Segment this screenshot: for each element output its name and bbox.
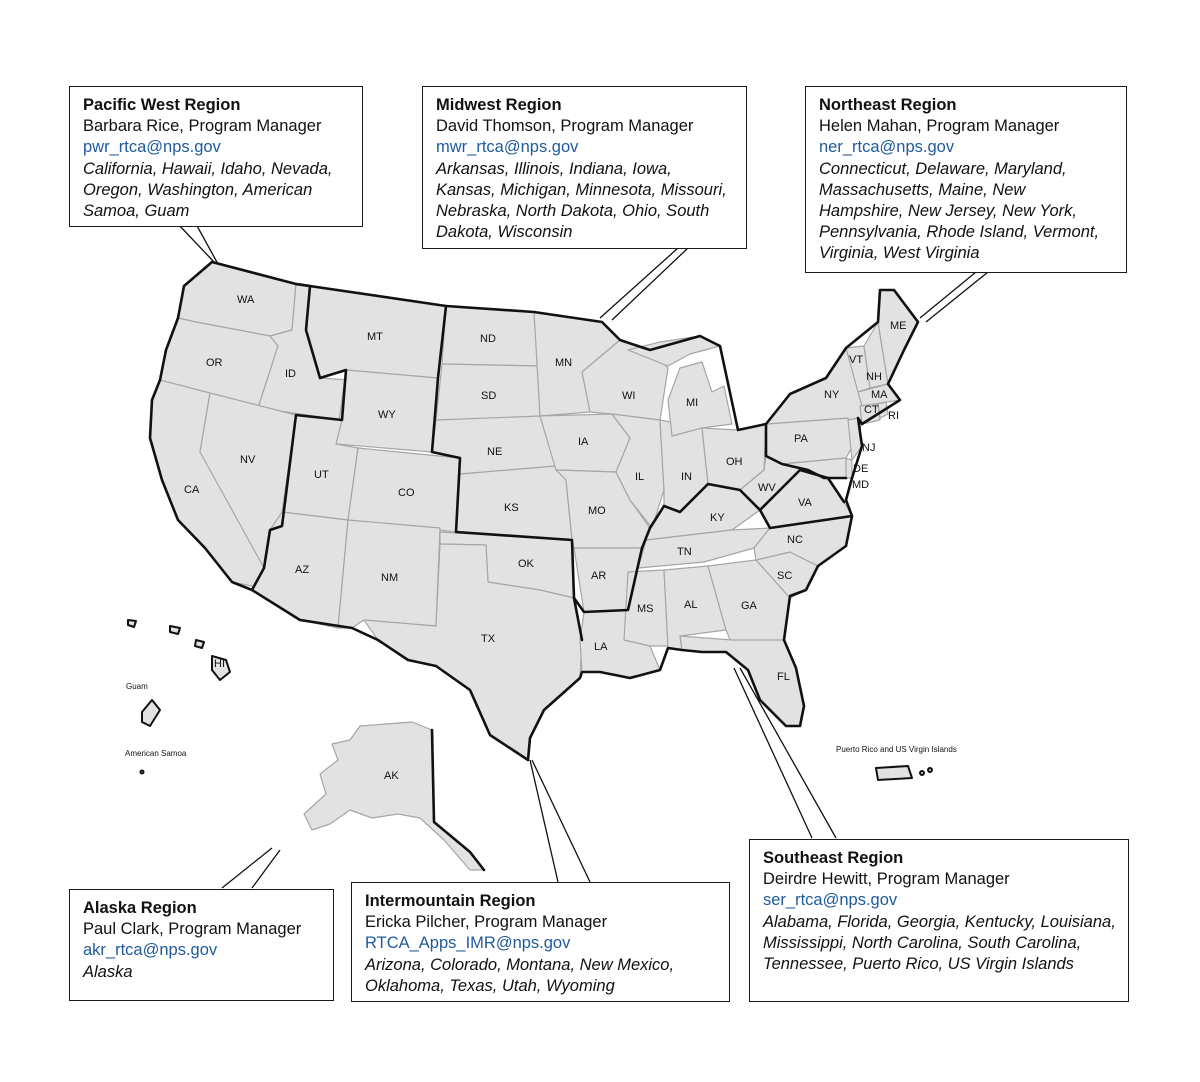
label-ma: MA <box>871 389 888 401</box>
label-mo: MO <box>588 505 606 517</box>
region-email-link[interactable]: RTCA_Apps_IMR@nps.gov <box>365 934 571 953</box>
label-mi: MI <box>686 397 699 409</box>
label-vt: VT <box>849 354 864 366</box>
label-fl: FL <box>777 671 790 683</box>
label-mn: MN <box>555 357 573 369</box>
state-pa <box>766 418 856 464</box>
label-oh: OH <box>726 456 743 468</box>
region-email-link[interactable]: ser_rtca@nps.gov <box>763 891 898 910</box>
region-states: Connecticut, Delaware, Maryland, Massachusetts, Maine, New Hampshire, New Jersey, New York, Pennsylvania, Rhode Island, Vermont, Virginia, West Virginia <box>819 159 1100 263</box>
label-nv: NV <box>240 454 256 466</box>
region-box-pacific-west <box>69 86 363 227</box>
label-sc: SC <box>777 570 793 582</box>
label-ny: NY <box>824 389 840 401</box>
label-ut: UT <box>314 469 329 481</box>
leader-northeast <box>920 272 988 322</box>
region-box-northeast <box>805 86 1127 273</box>
label-pa: PA <box>794 433 808 445</box>
label-az: AZ <box>295 564 310 576</box>
label-wi: WI <box>622 390 636 402</box>
label-nc: NC <box>787 534 803 546</box>
label-wv: WV <box>758 482 776 494</box>
label-tn: TN <box>677 546 692 558</box>
region-email-link[interactable]: pwr_rtca@nps.gov <box>83 138 221 157</box>
region-title: Southeast Region <box>763 849 904 867</box>
state-mi <box>668 362 732 436</box>
label-ak: AK <box>384 770 399 782</box>
region-box-alaska <box>69 889 334 1001</box>
guam-island <box>142 700 160 726</box>
label-ky: KY <box>710 512 725 524</box>
region-manager: Deirdre Hewitt, Program Manager <box>763 870 1010 889</box>
label-nj: NJ <box>862 442 876 454</box>
region-email-link[interactable]: mwr_rtca@nps.gov <box>436 138 579 157</box>
leader-pacific-west <box>178 224 218 264</box>
american-samoa-dot <box>141 771 144 774</box>
label-ri: RI <box>888 410 899 422</box>
label-ct: CT <box>864 404 879 416</box>
label-nm: NM <box>381 572 399 584</box>
label-sd: SD <box>481 390 497 402</box>
label-ar: AR <box>591 570 607 582</box>
label-ca: CA <box>184 484 200 496</box>
puerto-rico-island <box>876 766 912 780</box>
region-states: California, Hawaii, Idaho, Nevada, Oregon, Washington, American Samoa, Guam <box>83 159 333 221</box>
label-md: MD <box>852 479 870 491</box>
label-tx: TX <box>481 633 496 645</box>
region-title: Pacific West Region <box>83 96 241 114</box>
region-states: Arizona, Colorado, Montana, New Mexico, Oklahoma, Texas, Utah, Wyoming <box>365 955 675 995</box>
region-states: Alaska <box>83 962 133 981</box>
region-box-southeast <box>749 839 1129 1002</box>
label-il: IL <box>635 471 645 483</box>
region-box-midwest <box>422 86 747 249</box>
label-co: CO <box>398 487 415 499</box>
hawaii-maui <box>195 640 204 648</box>
label-hi: HI <box>214 658 225 670</box>
label-ms: MS <box>637 603 654 615</box>
region-states: Alabama, Florida, Georgia, Kentucky, Louisiana, Mississippi, North Carolina, South Carolina, Tennessee, Puerto Rico, US Virgin Islands <box>763 912 1116 974</box>
leader-intermountain <box>530 760 590 882</box>
label-id: ID <box>285 368 296 380</box>
label-wy: WY <box>378 409 396 421</box>
label-ks: KS <box>504 502 519 514</box>
label-ok: OK <box>518 558 534 570</box>
virgin-island-dot-1 <box>920 771 924 775</box>
virgin-island-dot-2 <box>928 768 932 772</box>
label-wa: WA <box>237 294 255 306</box>
leader-alaska <box>222 848 280 888</box>
label-al: AL <box>684 599 698 611</box>
label-ia: IA <box>578 436 589 448</box>
region-title: Midwest Region <box>436 96 562 114</box>
label-nh: NH <box>866 371 882 383</box>
label-puerto-rico: Puerto Rico and US Virgin Islands <box>836 745 957 754</box>
region-email-link[interactable]: ner_rtca@nps.gov <box>819 138 955 157</box>
hawaii-oahu <box>170 626 180 634</box>
state-ak <box>304 722 484 870</box>
region-states: Arkansas, Illinois, Indiana, Iowa, Kansas, Michigan, Minnesota, Missouri, Nebraska, North Dakota, Ohio, South Dakota, Wisconsin <box>436 159 727 242</box>
region-title: Intermountain Region <box>365 892 536 910</box>
label-la: LA <box>594 641 608 653</box>
region-manager: Barbara Rice, Program Manager <box>83 117 322 136</box>
region-box-intermountain <box>351 882 730 1002</box>
label-american-samoa: American Samoa <box>125 749 187 758</box>
label-mt: MT <box>367 331 383 343</box>
label-de: DE <box>853 463 869 475</box>
region-title: Alaska Region <box>83 899 197 917</box>
region-title: Northeast Region <box>819 96 957 114</box>
label-ne: NE <box>487 446 503 458</box>
region-manager: Paul Clark, Program Manager <box>83 920 302 939</box>
label-ga: GA <box>741 600 757 612</box>
region-email-link[interactable]: akr_rtca@nps.gov <box>83 941 218 960</box>
label-in: IN <box>681 471 692 483</box>
label-nd: ND <box>480 333 496 345</box>
hawaii-kauai <box>128 620 136 627</box>
leader-midwest <box>600 248 688 320</box>
region-manager: David Thomson, Program Manager <box>436 117 694 136</box>
region-manager: Helen Mahan, Program Manager <box>819 117 1060 136</box>
label-me: ME <box>890 320 907 332</box>
label-or: OR <box>206 357 223 369</box>
region-manager: Ericka Pilcher, Program Manager <box>365 913 608 932</box>
label-va: VA <box>798 497 812 509</box>
label-guam: Guam <box>126 682 148 691</box>
